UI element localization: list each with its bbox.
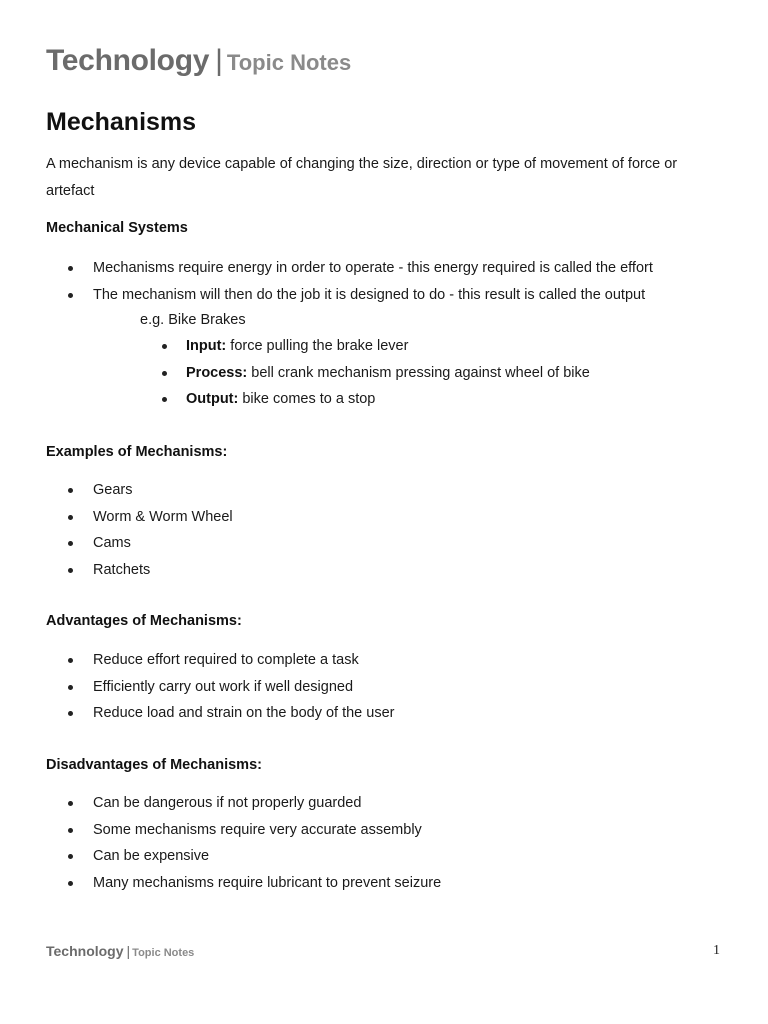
bullet-icon: [68, 801, 73, 806]
list-item: Reduce load and strain on the body of the user: [0, 700, 740, 727]
bullet-icon: [162, 397, 167, 402]
list-item: The mechanism will then do the job it is designed to do - this result is called the output: [0, 282, 740, 309]
page-header: [46, 44, 351, 78]
intro-paragraph: A mechanism is any device capable of changing the size, direction or type of movement of force or artefact: [46, 156, 678, 199]
bullet-icon: [162, 344, 167, 349]
bullet-icon: [68, 515, 73, 520]
bullet-icon: [68, 293, 73, 298]
list-item: Can be expensive: [0, 843, 740, 870]
bullet-icon: [68, 711, 73, 716]
bullet-icon: [68, 685, 73, 690]
list-item: Worm & Worm Wheel: [0, 504, 740, 531]
bullet-icon: [162, 371, 167, 376]
advantages-heading: Advantages of Mechanisms:: [46, 613, 242, 629]
list-item: Mechanisms require energy in order to operate - this energy required is called the effort: [0, 255, 740, 282]
bullet-icon: [68, 828, 73, 833]
disadvantages-heading: Disadvantages of Mechanisms:: [46, 757, 262, 773]
list-item: Reduce effort required to complete a task: [0, 647, 740, 674]
list-item: Gears: [0, 477, 740, 504]
list-item: Cams: [0, 530, 740, 557]
examples-heading: Examples of Mechanisms:: [46, 444, 228, 460]
header-separator: |: [215, 44, 223, 77]
list-item: Output: bike comes to a stop: [0, 386, 740, 413]
list-item: Can be dangerous if not properly guarded: [0, 790, 740, 817]
list-item: Input: force pulling the brake lever: [0, 333, 740, 360]
bullet-icon: [68, 854, 73, 859]
footer-separator: |: [126, 943, 131, 959]
mechanical-systems-heading: Mechanical Systems: [46, 220, 188, 236]
list-item: Process: bell crank mechanism pressing against wheel of bike: [0, 360, 740, 387]
mechanical-systems-list: [0, 255, 740, 308]
bullet-icon: [68, 881, 73, 886]
bullet-icon: [68, 541, 73, 546]
list-item: Efficiently carry out work if well designed: [0, 674, 740, 701]
bike-brakes-list: [0, 333, 740, 413]
footer-brand: Technology: [46, 943, 124, 959]
header-subtitle: Topic Notes: [226, 50, 352, 75]
bullet-icon: [68, 488, 73, 493]
bullet-icon: [68, 266, 73, 271]
bullet-icon: [68, 658, 73, 663]
page-title: Mechanisms: [46, 108, 197, 136]
examples-list: [0, 477, 740, 583]
list-item: Ratchets: [0, 557, 740, 584]
list-item: Some mechanisms require very accurate assembly: [0, 817, 740, 844]
disadvantages-list: [0, 790, 740, 896]
page-number: 1: [713, 943, 720, 958]
footer-subtitle: Topic Notes: [132, 947, 195, 959]
bullet-icon: [68, 568, 73, 573]
page-footer: [46, 943, 194, 961]
example-label: e.g. Bike Brakes: [140, 312, 246, 328]
list-item: Many mechanisms require lubricant to prevent seizure: [0, 870, 740, 897]
header-brand: Technology: [46, 44, 210, 77]
advantages-list: [0, 647, 740, 727]
